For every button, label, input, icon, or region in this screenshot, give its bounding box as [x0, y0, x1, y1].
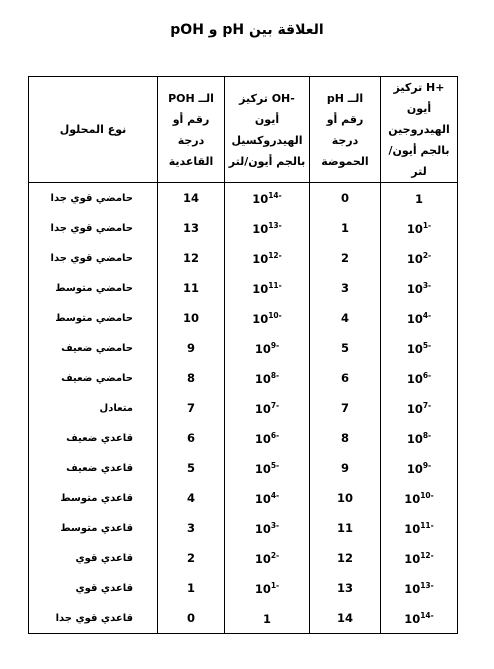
table-row [29, 603, 458, 634]
cell-poh: 7 [158, 393, 225, 423]
table-row [29, 543, 458, 573]
power-value [404, 491, 434, 506]
cell-h-concentration [381, 573, 458, 603]
power-exponent: 1- [270, 580, 280, 590]
cell-oh-concentration [225, 513, 310, 543]
table-row [29, 393, 458, 423]
cell-solution-type: حامضي متوسط [29, 303, 158, 333]
power-value [255, 521, 279, 536]
header-row [29, 77, 458, 183]
cell-h-concentration [381, 273, 458, 303]
power-base: 10 [254, 581, 271, 596]
cell-solution-type: قاعدي متوسط [29, 483, 158, 513]
power-base: 10 [254, 491, 271, 506]
power-base: 10 [254, 551, 271, 566]
cell-h-concentration [381, 483, 458, 513]
cell-solution-type: حامضي متوسط [29, 273, 158, 303]
cell-poh: 0 [158, 603, 225, 634]
power-base: 10 [254, 521, 271, 536]
cell-ph: 9 [310, 453, 381, 483]
power-exponent: 12- [268, 250, 282, 260]
power-exponent: 12- [420, 550, 434, 560]
power-base: 10 [406, 461, 423, 476]
power-base: 10 [406, 221, 423, 236]
power-exponent: 8- [422, 430, 432, 440]
power-value [263, 611, 271, 626]
cell-poh: 12 [158, 243, 225, 273]
power-value [404, 551, 434, 566]
cell-oh-concentration [225, 423, 310, 453]
cell-poh: 9 [158, 333, 225, 363]
power-base: 10 [406, 311, 423, 326]
header-line: درجة [331, 133, 359, 147]
power-value [255, 581, 279, 596]
cell-h-concentration [381, 453, 458, 483]
table-row [29, 483, 458, 513]
header-h-concentration [381, 77, 458, 183]
power-base: 10 [406, 251, 423, 266]
cell-poh: 10 [158, 303, 225, 333]
power-value [252, 221, 282, 236]
power-exponent: 2- [422, 250, 432, 260]
cell-poh: 13 [158, 213, 225, 243]
power-exponent: 6- [422, 370, 432, 380]
cell-oh-concentration [225, 183, 310, 214]
cell-solution-type: متعادل [29, 393, 158, 423]
table-row [29, 273, 458, 303]
power-value [407, 251, 431, 266]
power-value [404, 611, 434, 626]
power-value [255, 491, 279, 506]
page-title: العلاقة بين pH و pOH [170, 22, 324, 38]
power-value [252, 251, 282, 266]
table-row [29, 513, 458, 543]
cell-solution-type: حامضي ضعيف [29, 333, 158, 363]
cell-h-concentration [381, 363, 458, 393]
power-value [407, 371, 431, 386]
cell-oh-concentration [225, 363, 310, 393]
header-line: بالجم أيون/لتر [388, 144, 450, 178]
power-value [252, 191, 282, 206]
header-line: +H تركيز [393, 81, 445, 94]
power-exponent: 5- [270, 460, 280, 470]
power-exponent: 13- [268, 220, 282, 230]
cell-ph: 2 [310, 243, 381, 273]
power-base: 1 [262, 611, 271, 626]
power-exponent: 14- [268, 190, 282, 200]
power-value [404, 521, 434, 536]
power-base: 1 [414, 191, 423, 206]
header-poh [158, 77, 225, 183]
header-line: الهيدروكسيل [231, 133, 303, 147]
header-line: نوع المحلول [59, 123, 127, 136]
table-row [29, 213, 458, 243]
cell-solution-type: قاعدي قوي [29, 573, 158, 603]
power-base: 10 [404, 521, 421, 536]
header-ph [310, 77, 381, 183]
power-value [255, 371, 279, 386]
power-value [255, 341, 279, 356]
power-value [407, 311, 431, 326]
cell-poh: 1 [158, 573, 225, 603]
power-value [407, 221, 431, 236]
power-exponent: 3- [422, 280, 432, 290]
cell-poh: 4 [158, 483, 225, 513]
table-row [29, 573, 458, 603]
cell-h-concentration [381, 393, 458, 423]
header-line: بالجم أيون/لتر [228, 154, 306, 168]
power-base: 10 [406, 281, 423, 296]
power-base: 10 [404, 581, 421, 596]
table-row [29, 243, 458, 273]
cell-oh-concentration [225, 303, 310, 333]
cell-ph: 0 [310, 183, 381, 214]
cell-ph: 4 [310, 303, 381, 333]
header-line: درجة [177, 133, 205, 147]
power-base: 10 [254, 401, 271, 416]
power-value [404, 581, 434, 596]
power-base: 10 [252, 311, 269, 326]
cell-solution-type: قاعدي ضعيف [29, 423, 158, 453]
cell-ph: 10 [310, 483, 381, 513]
cell-poh: 14 [158, 183, 225, 214]
cell-solution-type: حامضي ضعيف [29, 363, 158, 393]
cell-oh-concentration [225, 273, 310, 303]
power-base: 10 [252, 221, 269, 236]
power-base: 10 [406, 401, 423, 416]
cell-h-concentration [381, 243, 458, 273]
cell-oh-concentration [225, 393, 310, 423]
cell-h-concentration [381, 603, 458, 634]
table-row [29, 333, 458, 363]
table-body [29, 183, 458, 634]
ph-poh-table [28, 76, 458, 634]
power-exponent: 3- [270, 520, 280, 530]
power-base: 10 [406, 431, 423, 446]
header-oh-concentration [225, 77, 310, 183]
power-value [407, 341, 431, 356]
cell-ph: 3 [310, 273, 381, 303]
header-line: الحموضة [321, 154, 369, 168]
power-exponent: 10- [420, 490, 434, 500]
power-base: 10 [404, 611, 421, 626]
power-base: 10 [404, 551, 421, 566]
power-base: 10 [254, 461, 271, 476]
cell-ph: 14 [310, 603, 381, 634]
power-exponent: 7- [270, 400, 280, 410]
power-value [252, 311, 282, 326]
header-line: رقم أو [326, 112, 364, 126]
power-value [255, 461, 279, 476]
power-exponent: 11- [420, 520, 434, 530]
cell-h-concentration [381, 333, 458, 363]
cell-solution-type: قاعدي ضعيف [29, 453, 158, 483]
cell-h-concentration [381, 183, 458, 214]
power-exponent: 14- [420, 610, 434, 620]
header-line: أيون [254, 112, 280, 126]
power-value [407, 401, 431, 416]
table-row [29, 303, 458, 333]
cell-solution-type: قاعدي قوي [29, 543, 158, 573]
cell-h-concentration [381, 213, 458, 243]
cell-oh-concentration [225, 603, 310, 634]
power-exponent: 5- [422, 340, 432, 350]
header-line: رقم أو [172, 112, 210, 126]
cell-oh-concentration [225, 243, 310, 273]
cell-solution-type: حامضي قوي جدا [29, 213, 158, 243]
cell-ph: 8 [310, 423, 381, 453]
power-exponent: 4- [422, 310, 432, 320]
power-base: 10 [252, 191, 269, 206]
table-row [29, 423, 458, 453]
cell-solution-type: حامضي قوي جدا [29, 243, 158, 273]
power-exponent: 2- [270, 550, 280, 560]
power-value [415, 191, 423, 206]
power-base: 10 [254, 431, 271, 446]
power-exponent: 13- [420, 580, 434, 590]
cell-ph: 13 [310, 573, 381, 603]
cell-h-concentration [381, 513, 458, 543]
cell-ph: 11 [310, 513, 381, 543]
header-solution-type [29, 77, 158, 183]
header-line: -OH تركيز [239, 91, 295, 105]
cell-oh-concentration [225, 333, 310, 363]
cell-oh-concentration [225, 543, 310, 573]
power-exponent: 1- [422, 220, 432, 230]
header-line: أيون [406, 102, 432, 115]
cell-poh: 3 [158, 513, 225, 543]
table-row [29, 363, 458, 393]
header-line: الــ POH [168, 91, 214, 105]
power-exponent: 11- [268, 280, 282, 290]
header-line: الهيدروجين [388, 123, 450, 136]
cell-h-concentration [381, 543, 458, 573]
cell-oh-concentration [225, 213, 310, 243]
power-value [255, 551, 279, 566]
power-exponent: 4- [270, 490, 280, 500]
power-exponent: 10- [268, 310, 282, 320]
power-value [407, 431, 431, 446]
power-base: 10 [406, 371, 423, 386]
table-row [29, 453, 458, 483]
cell-oh-concentration [225, 483, 310, 513]
cell-poh: 2 [158, 543, 225, 573]
cell-h-concentration [381, 423, 458, 453]
power-value [255, 431, 279, 446]
power-value [407, 461, 431, 476]
cell-ph: 7 [310, 393, 381, 423]
header-line: الــ pH [326, 91, 364, 105]
cell-ph: 6 [310, 363, 381, 393]
cell-h-concentration [381, 303, 458, 333]
power-base: 10 [252, 251, 269, 266]
header-line: القاعدية [168, 154, 214, 168]
cell-poh: 6 [158, 423, 225, 453]
power-exponent: 6- [270, 430, 280, 440]
power-exponent: 9- [422, 460, 432, 470]
cell-poh: 8 [158, 363, 225, 393]
power-value [252, 281, 282, 296]
cell-solution-type: حامضي قوي جدا [29, 183, 158, 214]
cell-oh-concentration [225, 573, 310, 603]
power-exponent: 9- [270, 340, 280, 350]
cell-oh-concentration [225, 453, 310, 483]
power-exponent: 7- [422, 400, 432, 410]
power-base: 10 [404, 491, 421, 506]
power-base: 10 [406, 341, 423, 356]
power-exponent: 8- [270, 370, 280, 380]
power-base: 10 [254, 371, 271, 386]
cell-solution-type: قاعدي قوي جدا [29, 603, 158, 634]
cell-poh: 11 [158, 273, 225, 303]
cell-ph: 1 [310, 213, 381, 243]
table-row [29, 183, 458, 214]
cell-ph: 5 [310, 333, 381, 363]
power-value [255, 401, 279, 416]
cell-solution-type: قاعدي متوسط [29, 513, 158, 543]
cell-poh: 5 [158, 453, 225, 483]
power-base: 10 [254, 341, 271, 356]
power-value [407, 281, 431, 296]
cell-ph: 12 [310, 543, 381, 573]
power-base: 10 [252, 281, 269, 296]
